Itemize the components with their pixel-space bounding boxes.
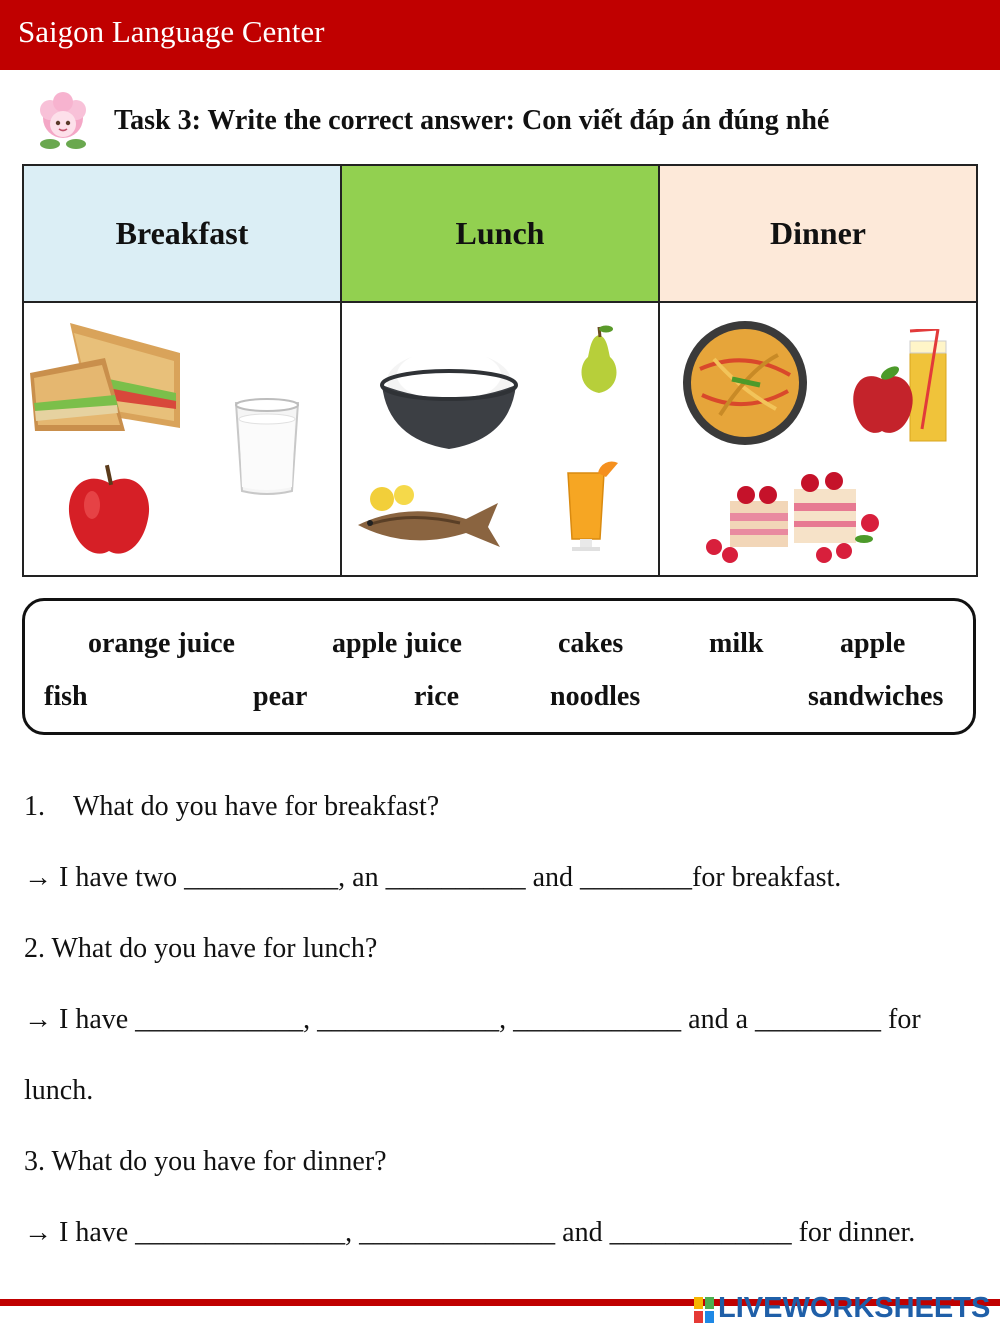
liveworksheets-icon xyxy=(694,1297,714,1323)
breakfast-header: Breakfast xyxy=(23,165,341,302)
pear-picture xyxy=(574,323,624,397)
apple-picture xyxy=(64,461,154,559)
breakfast-pictures xyxy=(23,302,341,576)
apple-juice-picture xyxy=(850,329,956,451)
school-name: Saigon Language Center xyxy=(18,14,325,49)
task-heading xyxy=(30,92,990,154)
liveworksheets-text: LIVEWORKSHEETS xyxy=(718,1292,991,1324)
milk-picture xyxy=(230,395,304,497)
noodles-picture xyxy=(680,319,810,447)
lunch-header: Lunch xyxy=(341,165,659,302)
orange-juice-picture xyxy=(562,459,622,555)
answer-2[interactable]: → I have ____________, _____________, ____________ and a _________ for xyxy=(24,1004,921,1035)
flower-icon xyxy=(30,92,96,154)
word-cakes: cakes xyxy=(558,628,624,659)
word-rice: rice xyxy=(414,681,460,712)
word-pear: pear xyxy=(253,681,308,712)
answer-1[interactable]: → I have two ___________, an __________ and ________for breakfast. xyxy=(24,862,842,893)
cakes-picture xyxy=(704,461,884,563)
question-2: 2. What do you have for lunch? xyxy=(24,933,378,964)
word-milk: milk xyxy=(709,628,764,659)
task-title: Task 3: Write the correct answer: Con viết đáp án đúng nhé xyxy=(114,105,830,136)
word-fish: fish xyxy=(44,681,88,712)
lunch-pictures xyxy=(341,302,659,576)
dinner-pictures xyxy=(659,302,977,576)
answer-2-continued: lunch. xyxy=(24,1075,94,1106)
fish-picture xyxy=(348,485,502,555)
answer-3[interactable]: → I have _______________, ______________ and _____________ for dinner. xyxy=(24,1217,916,1248)
word-noodles: noodles xyxy=(550,681,641,712)
word-sandwiches: sandwiches xyxy=(808,681,944,712)
header-bar xyxy=(0,0,1000,70)
question-3: 3. What do you have for dinner? xyxy=(24,1146,387,1177)
liveworksheets-logo[interactable] xyxy=(694,1294,994,1328)
dinner-header: Dinner xyxy=(659,165,977,302)
word-apple: apple xyxy=(840,628,906,659)
meals-table xyxy=(22,164,978,577)
word-apple-juice: apple juice xyxy=(332,628,462,659)
word-bank xyxy=(22,598,976,735)
question-1: 1. What do you have for breakfast? xyxy=(24,791,440,822)
sandwich-picture xyxy=(30,313,190,438)
word-orange-juice: orange juice xyxy=(88,628,235,659)
rice-picture xyxy=(378,339,520,455)
